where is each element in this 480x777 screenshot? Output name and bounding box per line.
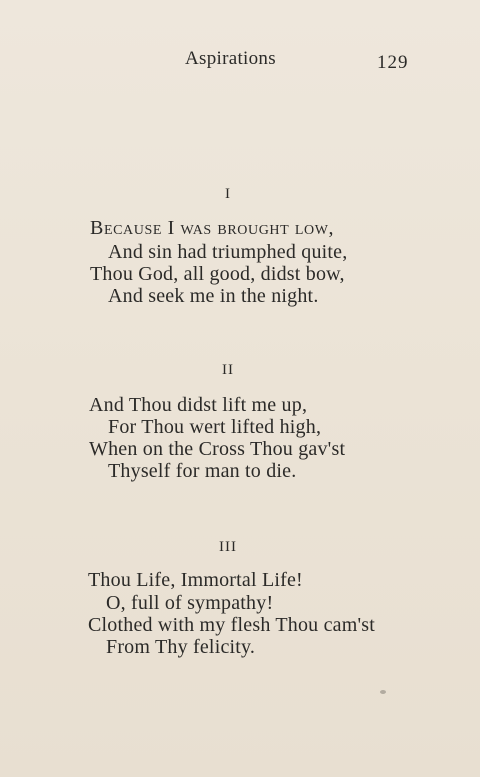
stanza-2-numeral: II [222,362,234,378]
stanza-2-line-2: For Thou wert lifted high, [108,416,322,438]
stanza-1-line-2: And sin had triumphed quite, [108,241,348,263]
stanza-2-line-4: Thyself for man to die. [108,460,297,482]
stanza-3-line-3: Clothed with my flesh Thou cam'st [88,614,376,636]
running-head-title: Aspirations [185,48,276,69]
stanza-1-line-4: And seek me in the night. [108,285,319,307]
stanza-2-line-1: And Thou didst lift me up, [89,394,308,416]
stanza-3-line-4: From Thy felicity. [106,636,256,658]
stanza-3-line-2: O, full of sympathy! [106,592,274,614]
stanza-3-numeral: III [219,539,237,555]
stanza-1-line-3: Thou God, all good, didst bow, [90,263,345,285]
stanza-3-line-1: Thou Life, Immortal Life! [88,569,303,591]
stanza-1-numeral: I [225,186,231,202]
stanza-1-line-1: Because I was brought low, [90,217,335,239]
page-number: 129 [377,52,409,73]
paper-speck [380,690,386,694]
stanza-2-line-3: When on the Cross Thou gav'st [89,438,346,460]
